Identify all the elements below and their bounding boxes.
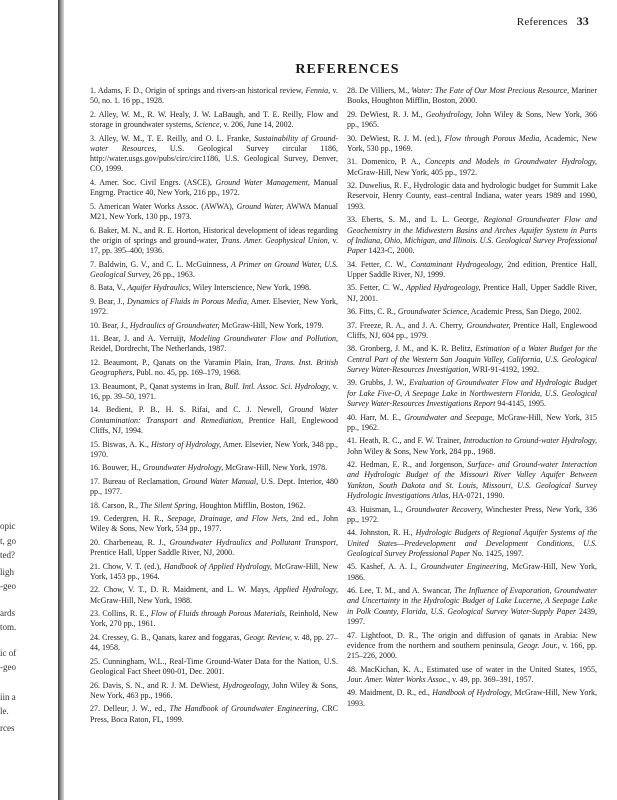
reference-entry: 14. Bedient, P. B., H. S. Rifai, and C. J. Newell, Ground Water Contamination: Transport and Remediation, Prentice Hall, Englewood Cliffs, NJ, 1994. xyxy=(90,405,339,436)
reference-text: McGraw-Hill, New York, 1978. xyxy=(223,463,328,473)
reference-italic-title: Trans. Amer. Geophysical Union, xyxy=(221,235,330,245)
reference-entry: 18. Carson, R., The Silent Spring, Houghton Mifflin, Boston, 1962. xyxy=(90,500,306,510)
reference-italic-title: Ground Water, xyxy=(236,201,284,211)
reference-text: 47 xyxy=(347,630,355,640)
reference-text: John Wiley & Sons, New York, 366 pp., 1965. xyxy=(347,109,597,130)
reference-italic-title: Geogr. Jour., xyxy=(517,640,560,650)
reference-text: Kashef, A. A. I., xyxy=(360,562,421,572)
reference-text: 7 xyxy=(90,259,94,269)
reference-text: 45 xyxy=(347,562,355,572)
bleed-fragment: t, go xyxy=(0,536,17,546)
reference-text: 19 xyxy=(90,514,98,524)
reference-text: 27 xyxy=(90,704,98,714)
reference-text: WRI-91-4192, 1992. xyxy=(470,365,540,374)
bleed-fragment: tom. xyxy=(0,622,17,632)
reference-text: 20 xyxy=(90,537,98,547)
reference-text: 41 xyxy=(347,436,355,446)
reference-text: 23 xyxy=(90,609,98,619)
reference-entry: 11. Bear, J. and A. Verruijt, Modeling Groundwater Flow and Pollution, Reidel, Dordrecht, The Netherlands, 1987. xyxy=(90,334,339,354)
reference-italic-title: The Handbook of Groundwater Engineering, xyxy=(169,704,319,714)
reference-entry: 47. Lightfoot, D. R., The origin and diffusion of qanats in Arabia: New evidence from the northern and southern peninsula, Geogr. Jour., v. 166, pp. 215–226, 2000. xyxy=(347,630,597,661)
reference-entry: 31. Domenico, P. A., Concepts and Models in Groundwater Hydrology, McGraw-Hill, New York, 405 pp., 1972. xyxy=(347,157,597,177)
reference-entry: 33. Eberts, S. M., and L. L. George, Regional Groundwater Flow and Geochemistry in the Midwestern Basins and Arches Aquifer System in Parts of Indiana, Ohio, Michigan, and Illinois. U.S. Geological Survey Professional Paper 1423-C, 2000. xyxy=(347,215,597,256)
bleed-fragment: -geo xyxy=(0,581,16,591)
reference-text: Beaumont, P., Qanats on the Varamin Plain, Iran, xyxy=(103,357,275,367)
reference-text: 38 xyxy=(347,344,355,354)
reference-italic-title: Groundwater Hydraulics and Pollutant Transport, xyxy=(169,537,338,547)
reference-text: Delleur, J. W., ed., xyxy=(103,704,170,714)
reference-text: Reidel, Dordrecht, The Netherlands, 1987. xyxy=(90,344,227,354)
reference-entry: 46. Lee, T. M., and A. Swancar, The Influence of Evaporation, Groundwater and Uncertainty in the Hydrologic Budget of Lake Lucerne, A Seepage Lake in Polk County, Florida, U.S. Geological Survey Water-Supply Paper 2439, 1997. xyxy=(347,586,597,627)
reference-text: 43 xyxy=(347,504,355,514)
reference-entry: 10. Bear, J., Hydraulics of Groundwater, McGraw-Hill, New York, 1979. xyxy=(90,320,324,330)
reference-text: McGraw-Hill, New York, 1986. xyxy=(347,562,598,582)
reference-entry: 49. Maidment, D. R., ed., Handbook of Hydrology, McGraw-Hill, New York, 1993. xyxy=(347,688,598,708)
reference-text: Freeze, R. A., and J. A. Cherry, xyxy=(359,320,467,330)
reference-italic-title: Jour. Amer. Water Works Assoc., xyxy=(347,674,451,684)
reference-entry: 30. DeWiest, R. J. M. (ed.), Flow through Porous Media, Academic, New York, 530 pp., 1969. xyxy=(347,133,598,153)
running-header xyxy=(517,14,589,29)
reference-italic-title: Flow of Fluids through Porous Materials, xyxy=(150,609,287,619)
reference-entry: 13. Beaumont, P., Qanat systems in Iran, Bull. Intl. Assoc. Sci. Hydrology, v. 16, pp. 39–50, 1971. xyxy=(90,381,338,401)
reference-text: Lightfoot, D. R., The origin and diffusion of qanats in Arabia: New evidence from the northern and southern peninsula, xyxy=(347,630,597,650)
reference-italic-title: Groundwater and Seepage, xyxy=(404,412,495,422)
reference-text: Reinhold, New York, 270 pp., 1961. xyxy=(90,609,339,629)
bleed-fragment: -geo xyxy=(0,662,16,672)
reference-text: Amer. Soc. Civil Engrs. (ASCE), xyxy=(99,177,216,187)
reference-italic-title: Bull. Intl. Assoc. Sci. Hydrology, xyxy=(224,381,331,391)
reference-entry: 3. Alley, W. M., T. E. Reilly, and O. L. Franke, Sustainability of Ground-water Resources, U.S. Geological Survey circular 1186, http://water.usgs.gov/pubs/circ/circ1186, U.S. Geological Survey, Denver, CO, 1999. xyxy=(90,133,338,174)
reference-text: Adams, F. D., Origin of springs and rivers-an historical review, xyxy=(97,86,306,95)
reference-text: Wiley Interscience, New York, 1998. xyxy=(190,283,311,293)
reference-italic-title: Handbook of Hydrology, xyxy=(432,688,512,698)
reference-text: 39 xyxy=(347,378,355,388)
reference-text: MacKichan, K. A., Estimated use of water in the United States, 1955, xyxy=(360,664,598,674)
reference-text: 14 xyxy=(90,405,98,415)
reference-text: Alley, W. M., T. E. Reilly, and O. L. Franke, xyxy=(98,133,255,143)
reference-text: 18 xyxy=(90,500,98,510)
reference-text: Harr, M. E., xyxy=(360,412,405,422)
reference-text: Academic, New York, 530 pp., 1969. xyxy=(347,133,598,153)
reference-text: American Water Works Assoc. (AWWA), xyxy=(98,201,237,211)
bleed-fragment: iin a xyxy=(0,692,16,702)
reference-text: Bata, V., xyxy=(98,283,128,293)
page-number: 33 xyxy=(576,14,589,28)
reference-text: Domenico, P. A., xyxy=(361,157,425,167)
reference-entry: 5. American Water Works Assoc. (AWWA), Ground Water, AWWA Manual M21, New York, 130 pp., 1973. xyxy=(90,201,339,222)
reference-text: 9 xyxy=(90,296,94,306)
reference-text: 22 xyxy=(90,585,98,595)
reference-italic-title: Groundwater Science, xyxy=(397,307,470,317)
reference-text: Biswas, A. K., xyxy=(102,439,152,449)
reference-entry: 12. Beaumont, P., Qanats on the Varamin Plain, Iran, Trans. Inst. British Geographers, Publ. no. 45, pp. 169–179, 1968. xyxy=(90,357,339,378)
reference-text: 1423-C, 2000. xyxy=(366,246,415,256)
reference-text: Beaumont, P., Qanat systems in Iran, xyxy=(102,381,225,391)
reference-italic-title: Modeling Groundwater Flow and Pollution, xyxy=(189,334,339,344)
reference-text: AWWA Manual M21, New York, 130 pp., 1973. xyxy=(90,201,339,222)
bleed-fragment: ic of xyxy=(0,648,17,658)
reference-text: 2nd ed., John Wiley & Sons, New York, 534 pp., 1977. xyxy=(90,514,338,534)
reference-text: Prentice Hall, Englewood Cliffs, NJ, 604 pp., 1979. xyxy=(347,320,598,340)
reference-text: 42 xyxy=(347,460,355,470)
reference-text: U.S. Dept. Interior, 480 pp., 1977. xyxy=(90,476,339,497)
reference-text: 35 xyxy=(347,283,355,293)
bleed-fragment: ligh xyxy=(0,567,15,577)
reference-italic-title: Contaminant Hydrogeology, xyxy=(410,259,504,269)
reference-italic-title: Geogr. Review, xyxy=(243,632,292,642)
reference-italic-title: Hydraulics of Groundwater, xyxy=(129,320,220,330)
reference-text: 8 xyxy=(90,283,94,293)
reference-text: McGraw-Hill, New York, 1453 pp., 1964. xyxy=(90,561,338,581)
reference-text: 33 xyxy=(347,215,355,225)
reference-text: 26 pp., 1963. xyxy=(150,269,195,279)
reference-entry: 17. Bureau of Reclamation, Ground Water Manual, U.S. Dept. Interior, 480 pp., 1977. xyxy=(90,476,339,497)
reference-entry: 6. Baker, M. N., and R. E. Horton, Historical development of ideas regarding the origin of springs and ground-water, Trans. Amer. Geophysical Union, v. 17, pp. 395–400, 1936. xyxy=(90,225,338,256)
reference-text: 1 xyxy=(90,86,94,95)
reference-text: Grubbs, J. W., xyxy=(359,378,410,388)
reference-text: 30 xyxy=(347,133,355,143)
reference-entry: 25. Cunningham, W.L., Real-Time Ground-Water Data for the Nation, U.S. Geological Fact Sheet 090-01, Dec. 2001. xyxy=(90,656,338,677)
reference-italic-title: Handbook of Applied Hydrology, xyxy=(163,561,272,571)
reference-entry: 42. Hedman, E. R., and Jorgenson, Surface- and Ground-water Interaction and Hydrologic Budget of the Missouri River Valley Aquifer Between Yankton, South Dakota and St. Louis, Missouri, U.S. Geological Survey Hydrologic Investigations Atlas, HA-0721, 1990. xyxy=(347,460,597,501)
reference-text: 6 xyxy=(90,225,94,235)
reference-text: 26 xyxy=(90,680,98,690)
reference-text: v. 49, pp. 369–391, 1957. xyxy=(450,674,534,684)
reference-text: 34 xyxy=(347,259,355,269)
reference-entry: 16. Bouwer, H., Groundwater Hydrology, McGraw-Hill, New York, 1978. xyxy=(90,463,328,473)
reference-text: 49 xyxy=(347,688,355,698)
reference-text: Huisman, L., xyxy=(359,504,406,514)
reference-text: 2439, 1997. xyxy=(347,606,597,627)
reference-entry: 39. Grubbs, J. W., Evaluation of Groundwater Flow and Hydrologic Budget for Lake Five-O, A Seepage Lake in Northwestern Florida, U.S. Geological Survey Water-Resources Investigations Report 94-4145, 1995. xyxy=(347,378,598,409)
reference-text: CRC Press, Boca Raton, FL, 1999. xyxy=(90,704,338,724)
reference-italic-title: The Influence of Evaporation, Groundwater and Uncertainty in the Hydrologic Budget of Lake Lucerne, A Seepage Lake in Polk County, Florida, U.S. Geological Survey Water-Supply Paper xyxy=(347,586,597,616)
reference-text: 32 xyxy=(347,181,355,191)
reference-text: v. 166, pp. 215–226, 2000. xyxy=(347,640,597,661)
reference-text: McGraw-Hill, New York, 1993. xyxy=(347,688,598,708)
reference-entry: 34. Fetter, C. W., Contaminant Hydrogeology, 2nd edition, Prentice Hall, Upper Saddle River, NJ, 1999. xyxy=(347,259,597,279)
reference-entry: 23. Collins, R. E., Flow of Fluids through Porous Materials, Reinhold, New York, 270 pp., 1961. xyxy=(90,609,339,629)
reference-text: Johnston, R. H., xyxy=(359,528,416,538)
reference-italic-title: Science, xyxy=(195,120,222,130)
reference-italic-title: Water: The Fate of Our Most Precious Resource, xyxy=(411,86,570,95)
reference-text: Cressey, G. B., Qanats, karez and foggaras, xyxy=(102,632,244,642)
reference-italic-title: Flow through Porous Media, xyxy=(444,133,542,143)
reference-text: Baldwin, G. V., and C. L. McGuinness, xyxy=(98,259,231,269)
reference-italic-title: Geohydrology, xyxy=(425,109,473,119)
reference-italic-title: Fennia, xyxy=(305,86,331,95)
bleed-fragment: ted? xyxy=(0,550,15,560)
reference-text: Bear, J. and A. Verruijt, xyxy=(103,334,190,344)
reference-text: John Wiley & Sons, New York, 284 pp., 1968. xyxy=(347,446,496,456)
reference-text: 2nd edition, Prentice Hall, Upper Saddle River, NJ, 1999. xyxy=(347,259,597,279)
reference-entry: 1. Adams, F. D., Origin of springs and rivers-an historical review, Fennia, v. 50, no. 1. 16 pp., 1928. xyxy=(90,86,338,106)
reference-text: Amer. Elsevier, New York, 348 pp., 1970. xyxy=(90,439,339,459)
reference-italic-title: Surface- and Ground-water Interaction and Hydrologic Budget of the Missouri River Valley Aquifer Between Yankton, South Dakota and St. Louis, Missouri, U.S. Geological Survey Hydrologic Investigations Atlas, xyxy=(347,460,597,501)
reference-entry: 9. Bear, J., Dynamics of Fluids in Porous Media, Amer. Elsevier, New York, 1972. xyxy=(90,296,338,317)
reference-entry: 19. Cedergren, H. R., Seepage, Drainage, and Flow Nets, 2nd ed., John Wiley & Sons, New York, 534 pp., 1977. xyxy=(90,514,338,534)
reference-text: Fetter, C. W., xyxy=(360,259,411,269)
reference-entry: 37. Freeze, R. A., and J. A. Cherry, Groundwater, Prentice Hall, Englewood Cliffs, NJ, 604 pp., 1979. xyxy=(347,320,598,340)
reference-text: Bear, J., xyxy=(98,296,127,306)
reference-text: DeWiest, R. J. M., xyxy=(360,109,426,119)
adjacent-page-bleed xyxy=(0,0,40,800)
bleed-fragment: opic xyxy=(0,521,16,531)
reference-entry: 22. Chow, V. T., D. R. Maidment, and L. W. Mays, Applied Hydrology, McGraw-Hill, New York, 1988. xyxy=(90,585,339,605)
reference-text: Houghton Mifflin, Boston, 1962. xyxy=(197,500,306,510)
reference-text: 25 xyxy=(90,656,98,666)
reference-italic-title: Hydrogeology, xyxy=(222,680,270,690)
reference-text: 46 xyxy=(347,586,355,596)
reference-text: Fitts, C. R., xyxy=(359,307,398,317)
reference-entry: 32. Duwelius, R. F., Hydrologic data and hydrologic budget for Summit Lake Reservoir, Henry County, east–central Indiana, water years 1989 and 1990, 1993. xyxy=(347,181,598,211)
reference-text: 40 xyxy=(347,412,355,422)
reference-entry: 29. DeWiest, R. J. M., Geohydrology, John Wiley & Sons, New York, 366 pp., 1965. xyxy=(347,109,597,130)
reference-text: 37 xyxy=(347,320,355,330)
reference-entry: 4. Amer. Soc. Civil Engrs. (ASCE), Ground Water Management, Manual Engrng. Practice 40, New York, 216 pp., 1972. xyxy=(90,177,338,198)
reference-text: v. 206, June 14, 2002. xyxy=(221,120,294,130)
reference-text: Academic Press, San Diego, 2002. xyxy=(469,307,582,317)
reference-text: Hedman, E. R., and Jorgenson, xyxy=(360,460,468,470)
reference-text: Davis, S. N., and R. J. M. DeWiest, xyxy=(102,680,223,690)
reference-text: McGraw-Hill, New York, 1979. xyxy=(219,320,324,330)
reference-italic-title: Trans. Inst. British Geographers, xyxy=(90,357,339,378)
reference-italic-title: Introduction to Ground-water Hydrology, xyxy=(463,436,597,446)
reference-text: Carson, R., xyxy=(102,500,140,510)
reference-text: John Wiley & Sons, New York, 463 pp., 1966. xyxy=(90,680,338,700)
reference-italic-title: Groundwater Hydrology, xyxy=(142,463,224,473)
reference-italic-title: Seepage, Drainage, and Flow Nets, xyxy=(167,514,289,524)
reference-text: v. 48, pp. 27–44, 1958. xyxy=(90,632,339,653)
references-column-right xyxy=(347,86,597,712)
reference-text: Cedergren, H. R., xyxy=(103,514,168,524)
reference-text: v. 50, no. 1. 16 pp., 1928. xyxy=(90,86,338,106)
reference-italic-title: History of Hydrology, xyxy=(151,439,222,449)
reference-text: Amer. Elsevier, New York, 1972. xyxy=(90,296,338,317)
reference-text: Bouwer, H., xyxy=(102,463,143,473)
reference-text: HA-0721, 1990. xyxy=(450,491,505,501)
reference-entry: 35. Fetter, C. W., Applied Hydrogeology, Prentice Hall, Upper Saddle River, NJ, 2001. xyxy=(347,283,597,303)
reference-text: Heath, R. C., and F. W. Trainer, xyxy=(359,436,464,446)
reference-text: Prentice Hall, Upper Saddle River, NJ, 2001. xyxy=(347,283,597,303)
reference-italic-title: Aquifer Hydraulics, xyxy=(127,283,191,293)
reference-text: 17 xyxy=(90,476,98,486)
reference-entry: 43. Huisman, L., Groundwater Recovery, Winchester Press, New York, 336 pp., 1972. xyxy=(347,504,597,524)
reference-text: Baker, M. N., and R. E. Horton, Historical development of ideas regarding the origin of springs and ground-water, xyxy=(90,225,338,245)
reference-text: Duwelius, R. F., Hydrologic data and hydrologic budget for Summit Lake Reservoir, Henry County, east–central Indiana, water years 1989 and 1990, 1993. xyxy=(347,181,598,211)
reference-text: Gronberg, J. M., and K. R. Belitz, xyxy=(359,344,476,354)
reference-italic-title: Sustainability of Ground-water Resources, xyxy=(90,133,338,153)
reference-text: 28 xyxy=(347,86,355,95)
reference-entry: 2. Alley, W. M., R. W. Healy, J. W. LaBaugh, and T. E. Reilly, Flow and storage in groundwater systems, Science, v. 206, June 14, 2002. xyxy=(90,109,338,130)
reference-italic-title: Concepts and Models in Groundwater Hydrology, xyxy=(424,157,597,167)
reference-text: 12 xyxy=(90,357,98,367)
reference-text: 44 xyxy=(347,528,355,538)
reference-text: 36 xyxy=(347,307,355,317)
reference-entry: 15. Biswas, A. K., History of Hydrology, Amer. Elsevier, New York, 348 pp., 1970. xyxy=(90,439,339,459)
references-column-left xyxy=(90,86,338,728)
reference-italic-title: A Primer on Ground Water, U.S. Geological Survey, xyxy=(90,259,339,279)
reference-italic-title: Ground Water Management, xyxy=(215,177,310,187)
reference-entry: 24. Cressey, G. B., Qanats, karez and foggaras, Geogr. Review, v. 48, pp. 27–44, 1958. xyxy=(90,632,339,653)
reference-text: Chow, V. T. (ed.), xyxy=(102,561,164,571)
reference-entry: 28. De Villiers, M., Water: The Fate of Our Most Precious Resource, Mariner Books, Houghton Mifflin, Boston, 2000. xyxy=(347,86,598,106)
reference-text: Prentice Hall, Englewood Cliffs, NJ, 1994. xyxy=(90,415,338,436)
reference-entry: 41. Heath, R. C., and F. W. Trainer, Introduction to Ground-water Hydrology, John Wiley & Sons, New York, 284 pp., 1968. xyxy=(347,436,597,456)
reference-text: Collins, R. E., xyxy=(102,609,151,619)
reference-text: McGraw-Hill, New York, 405 pp., 1972. xyxy=(347,167,477,177)
reference-text: 48 xyxy=(347,664,355,674)
reference-text: 31 xyxy=(347,157,355,167)
reference-italic-title: Regional Groundwater Flow and Geochemistry in the Midwestern Basins and Arches Aquifer System in Parts of Indiana, Ohio, Michigan, and Illinois. U.S. Geological Survey Professional Paper xyxy=(347,215,597,256)
reference-text: No. 1425, 1997. xyxy=(470,548,524,558)
reference-text: Charbeneau, R. J., xyxy=(103,537,170,547)
reference-entry: 45. Kashef, A. A. I., Groundwater Engineering, McGraw-Hill, New York, 1986. xyxy=(347,562,598,582)
reference-italic-title: Applied Hydrology, xyxy=(273,585,339,595)
reference-text: Maidment, D. R., ed., xyxy=(359,688,433,698)
bleed-fragment: le. xyxy=(0,706,9,716)
reference-entry: 38. Gronberg, J. M., and K. R. Belitz, Estimation of a Water Budget for the Central Part of the Western San Joaquin Valley, California, U.S. Geological Survey Water-Resources Investigation, WRI-91-4192, 1992. xyxy=(347,344,597,374)
reference-text: Winchester Press, New York, 336 pp., 1972. xyxy=(347,504,597,524)
reference-text: De Villiers, M., xyxy=(359,86,412,95)
reference-entry: 40. Harr, M. E., Groundwater and Seepage, McGraw-Hill, New York, 315 pp., 1962. xyxy=(347,412,597,432)
reference-text: U.S. Geological Survey circular 1186, http://water.usgs.gov/pubs/circ/circ1186, U.S. Geological Survey, Denver, CO, 1999. xyxy=(90,143,338,174)
reference-entry: 36. Fitts, C. R., Groundwater Science, Academic Press, San Diego, 2002. xyxy=(347,307,582,317)
reference-text: Publ. no. 45, pp. 169–179, 1968. xyxy=(134,368,241,378)
page-title: REFERENCES xyxy=(295,62,400,77)
reference-italic-title: The Silent Spring, xyxy=(140,500,198,510)
reference-text: McGraw-Hill, New York, 315 pp., 1962. xyxy=(347,412,597,432)
reference-text: Chow, V. T., D. R. Maidment, and L. W. Mays, xyxy=(103,585,274,595)
reference-italic-title: Applied Hydrogeology, xyxy=(405,283,481,293)
reference-text: 11 xyxy=(90,334,98,344)
binding-shadow xyxy=(58,0,64,800)
reference-text: Bedient, P. B., H. S. Rifai, and C. J. Newell, xyxy=(105,405,289,415)
reference-text: Alley, W. M., R. W. Healy, J. W. LaBaugh, and T. E. Reilly, Flow and storage in groundwater systems, xyxy=(90,109,338,130)
reference-text: 24 xyxy=(90,632,98,642)
reference-text: Manual Engrng. Practice 40, New York, 216 pp., 1972. xyxy=(90,177,338,198)
reference-entry: 26. Davis, S. N., and R. J. M. DeWiest, Hydrogeology, John Wiley & Sons, New York, 463 pp., 1966. xyxy=(90,680,338,700)
reference-text: 94-4145, 1995. xyxy=(495,399,546,409)
reference-entry: 44. Johnston, R. H., Hydrologic Budgets of Regional Aquifer Systems of the United States—Predevelopment and Development Conditions, U.S. Geological Survey Professional Paper No. 1425, 1997. xyxy=(347,528,597,558)
reference-text: 13 xyxy=(90,381,98,391)
reference-entry: 21. Chow, V. T. (ed.), Handbook of Applied Hydrology, McGraw-Hill, New York, 1453 pp., 1964. xyxy=(90,561,338,581)
reference-italic-title: Ground Water Manual, xyxy=(182,476,259,486)
reference-entry: 7. Baldwin, G. V., and C. L. McGuinness, A Primer on Ground Water, U.S. Geological Survey, 26 pp., 1963. xyxy=(90,259,339,279)
reference-text: 4 xyxy=(90,177,94,187)
reference-text: 21 xyxy=(90,561,98,571)
reference-italic-title: Evaluation of Groundwater Flow and Hydrologic Budget for Lake Five-O, A Seepage Lake in Northwestern Florida, U.S. Geological Survey Water-Resources Investigations Report xyxy=(347,378,598,409)
reference-text: Mariner Books, Houghton Mifflin, Boston, 2000. xyxy=(347,86,598,106)
reference-text: Bureau of Reclamation, xyxy=(102,476,183,486)
reference-text: DeWiest, R. J. M. (ed.), xyxy=(360,133,445,143)
reference-text: 3 xyxy=(90,133,94,143)
reference-entry: 48. MacKichan, K. A., Estimated use of water in the United States, 1955, Jour. Amer. Water Works Assoc., v. 49, pp. 369–391, 1957. xyxy=(347,664,598,684)
reference-text: Prentice Hall, Upper Saddle River, NJ, 2000. xyxy=(90,548,235,558)
reference-text: Lee, T. M., and A. Swancar, xyxy=(359,586,455,596)
reference-italic-title: Groundwater Recovery, xyxy=(405,504,483,514)
reference-text: v. 17, pp. 395–400, 1936. xyxy=(90,235,338,256)
reference-text: Eberts, S. M., and L. L. George, xyxy=(361,215,484,225)
reference-text: 5 xyxy=(90,201,94,211)
reference-italic-title: Ground Water Contamination: Transport and Remediation, xyxy=(90,405,339,425)
bleed-fragment: rces xyxy=(0,723,15,733)
reference-text: 10 xyxy=(90,320,98,330)
bleed-fragment: ards xyxy=(0,608,15,618)
reference-text: Cunningham, W.L., Real-Time Ground-Water Data for the Nation, U.S. Geological Fact Sheet 090-01, Dec. 2001. xyxy=(90,656,338,677)
reference-entry: 27. Delleur, J. W., ed., The Handbook of Groundwater Engineering, CRC Press, Boca Raton, FL, 1999. xyxy=(90,704,338,724)
reference-text: 29 xyxy=(347,109,355,119)
reference-text: Bear, J., xyxy=(102,320,130,330)
reference-text: 16 xyxy=(90,463,98,473)
reference-text: v. 16, pp. 39–50, 1971. xyxy=(90,381,338,401)
reference-italic-title: Dynamics of Fluids in Porous Media, xyxy=(126,296,249,306)
reference-text: 15 xyxy=(90,439,98,449)
reference-text: Fetter, C. W., xyxy=(359,283,406,293)
reference-text: McGraw-Hill, New York, 1988. xyxy=(90,595,192,605)
reference-italic-title: Hydrologic Budgets of Regional Aquifer Systems of the United States—Predevelopment and Development Conditions, U.S. Geological Survey Professional Paper xyxy=(347,528,597,558)
reference-text: 2 xyxy=(90,109,94,119)
reference-italic-title: Groundwater, xyxy=(466,320,511,330)
reference-italic-title: Groundwater Engineering, xyxy=(420,562,509,572)
reference-entry: 20. Charbeneau, R. J., Groundwater Hydraulics and Pollutant Transport, Prentice Hall, Upper Saddle River, NJ, 2000. xyxy=(90,537,338,558)
running-title: References xyxy=(516,16,568,28)
reference-italic-title: Estimation of a Water Budget for the Central Part of the Western San Joaquin Valley, California, U.S. Geological Survey Water-Resources Investigation, xyxy=(347,344,597,374)
reference-entry: 8. Bata, V., Aquifer Hydraulics, Wiley Interscience, New York, 1998. xyxy=(90,283,311,293)
